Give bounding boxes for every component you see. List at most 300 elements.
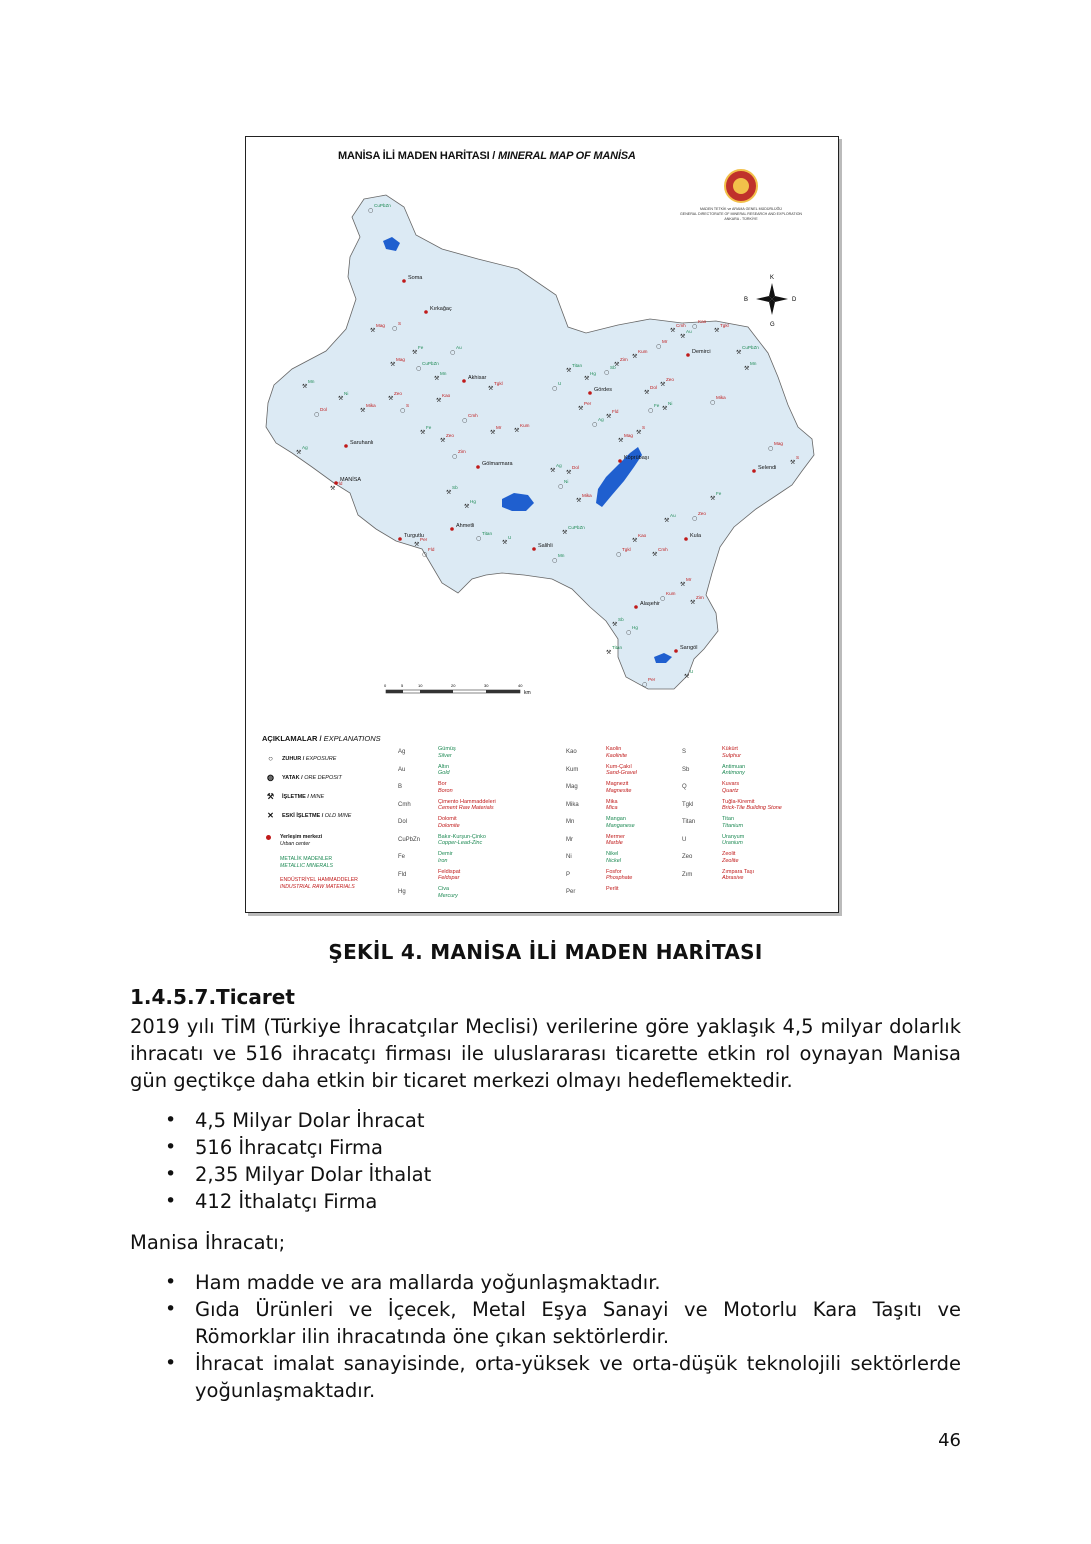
mineral-code-label: Au — [686, 329, 692, 334]
occurrence-icon: ○ — [592, 421, 598, 428]
place-label: Saruhanlı — [350, 440, 374, 446]
urban-center-dot — [674, 649, 678, 653]
mine-icon: ⚒ — [710, 495, 716, 502]
page-number: 46 — [938, 1430, 961, 1451]
mine-icon: ⚒ — [606, 649, 612, 656]
mine-icon: ⚒ — [440, 437, 446, 444]
svg-text:B: B — [744, 297, 749, 303]
legend-name-tr: Çimento Hammaddeleri — [438, 798, 496, 805]
legend-symbol-en: ORE DEPOSIT — [304, 775, 342, 781]
mineral-code-label: Au — [670, 513, 676, 518]
legend-symbol-row — [267, 811, 352, 820]
mine-icon: ⚒ — [338, 395, 344, 402]
mineral-code-label: Mn — [308, 379, 315, 384]
mine-icon: ⚒ — [684, 673, 690, 680]
mine-icon: ⚒ — [714, 327, 720, 334]
legend-code: Fe — [398, 854, 406, 860]
legend-name-en: Quartz — [722, 787, 739, 794]
mine-icon: ⚒ — [446, 489, 452, 496]
legend-code: Dol — [398, 819, 408, 825]
legend-code: U — [682, 836, 687, 843]
legend-name-en: Dolomite — [438, 822, 460, 829]
legend-symbol-row — [267, 773, 342, 782]
mineral-code-label: S — [642, 425, 646, 430]
place-label: Gördes — [594, 387, 613, 393]
mine-icon: ⚒ — [744, 365, 750, 372]
place-label: Selendi — [758, 465, 777, 471]
legend-name-en: Phosphate — [606, 875, 633, 881]
mineral-code-label: Fe — [716, 491, 722, 496]
legend-name-en: Brick-Tile Building Stone — [722, 805, 782, 811]
mineral-code-label: Fe — [418, 345, 424, 350]
mine-icon: ⚒ — [614, 361, 620, 368]
mineral-code-label: Hg — [590, 371, 596, 376]
place-label: Sarıgöl — [680, 645, 698, 651]
urban-center-dot — [424, 310, 428, 314]
mine-icon: ⚒ — [618, 437, 624, 444]
mine-icon: ⚒ — [690, 599, 696, 606]
svg-text:K: K — [770, 275, 775, 281]
mineral-code-label: Titan — [572, 363, 583, 368]
legend-code: Sb — [682, 766, 690, 773]
mineral-code-label: U — [508, 535, 512, 540]
legend-name-tr: Zımpara Taşı — [722, 868, 754, 875]
legend-name-tr: Zeolit — [722, 851, 736, 857]
mine-icon: ⚒ — [266, 792, 275, 801]
mineral-code-label: CuPbZn — [568, 525, 585, 530]
legend-name-en: Feldspar — [438, 875, 460, 881]
legend-name-en: Mica — [606, 805, 618, 811]
mineral-code-label: Fld — [428, 547, 435, 552]
urban-dot-icon — [266, 835, 271, 840]
occurrence-icon: ○ — [552, 557, 558, 564]
mine-icon: ⚒ — [584, 375, 590, 382]
legend-name-tr: Titan — [722, 816, 735, 822]
mineral-code-label: Kum — [666, 591, 676, 596]
legend-name-tr: Nikel — [606, 851, 619, 857]
list-item: • Ham madde ve ara mallarda yoğunlaşmaktadır. — [165, 1269, 961, 1296]
place-label: Ahmetli — [456, 523, 475, 529]
mineral-code-label: Per — [584, 401, 592, 406]
industrial-category-legend: ENDÜSTRİYEL HAMMADDELER INDUSTRIAL RAW MATERIALS — [280, 877, 358, 890]
occurrence-icon: ○ — [368, 207, 374, 214]
mineral-code-label: Dol — [320, 407, 327, 412]
legend-code: Tgkl — [682, 801, 694, 808]
legend-symbol-en: MINE — [310, 794, 325, 800]
legend-name-tr: Uranyum — [722, 833, 745, 840]
place-label: Soma — [408, 275, 423, 281]
mineral-code-label: Per — [420, 537, 428, 542]
legend-name-tr: Demir — [438, 851, 453, 857]
mineral-code-label: CuPbZn — [374, 203, 391, 208]
scale-tick-label: 30 — [484, 683, 489, 688]
occurrence-icon: ○ — [692, 323, 698, 330]
section-heading: 1.4.5.7.Ticaret — [130, 985, 295, 1009]
legend-name-tr: Mangan — [606, 816, 626, 822]
mine-icon: ⚒ — [670, 327, 676, 334]
mineral-code-label: S — [796, 455, 800, 460]
legend-code: Q — [682, 784, 687, 790]
mine-icon: ⚒ — [514, 427, 520, 434]
legend-symbol-tr: YATAK / — [282, 775, 305, 781]
mineral-code-label: S — [406, 403, 410, 408]
mineral-code-label: Dol — [572, 465, 579, 470]
mine-icon: ⚒ — [652, 551, 658, 558]
legend-code: Titan — [682, 819, 696, 825]
mine-icon: ⚒ — [502, 539, 508, 546]
legend-symbol-row — [266, 792, 325, 801]
mine-icon: ⚒ — [414, 541, 420, 548]
mineral-code-label: Kao — [638, 533, 647, 538]
occurrence-icon: ○ — [416, 365, 422, 372]
mineral-code-label: Mn — [750, 361, 757, 366]
mine-icon: ⚒ — [680, 333, 686, 340]
legend-name-tr: Bakır-Kurşun-Çinko — [438, 833, 486, 840]
list-item: • Gıda Ürünleri ve İçecek, Metal Eşya Sanayi ve Motorlu Kara Taşıtı ve Römorklar ilin ihracatında öne çıkan sektörlerdir. — [165, 1296, 961, 1350]
mineral-code-label: S — [398, 321, 402, 326]
urban-center-dot — [402, 279, 406, 283]
legend-name-en: Iron — [438, 857, 448, 864]
list-item: • 4,5 Milyar Dolar İhracat — [165, 1107, 961, 1134]
occurrence-icon: ○ — [648, 407, 654, 414]
legend-name-en: Mercury — [438, 892, 458, 899]
mineral-code-label: CuPbZn — [422, 361, 439, 366]
occurrence-icon: ○ — [268, 754, 273, 763]
mineral-code-label: Kum — [638, 349, 648, 354]
place-label: MANİSA — [340, 477, 362, 483]
mine-icon: ⚒ — [296, 449, 302, 456]
mineral-code-label: Mr — [686, 577, 692, 582]
urban-center-dot — [686, 353, 690, 357]
scale-tick-label: 5 — [401, 683, 404, 688]
mineral-code-label: Tgkl — [720, 323, 729, 328]
stats-list — [165, 1107, 961, 1215]
place-label: Demirci — [692, 349, 711, 355]
mine-icon: ⚒ — [360, 407, 366, 414]
legend-name-en: Abrasive — [722, 875, 744, 881]
occurrence-icon: ○ — [558, 483, 564, 490]
urban-center-dot — [344, 444, 348, 448]
legend-code: Cmh — [398, 801, 411, 808]
mineral-code-label: CuPbZn — [742, 345, 759, 350]
legend-code: Mr — [566, 836, 573, 843]
place-label: Köprübaşı — [624, 455, 650, 461]
institution-line: GENERAL DIRECTORATE OF MINERAL RESEARCH AND EXPLORATION — [680, 212, 802, 216]
mineral-code-label: Fe — [426, 425, 432, 430]
occurrence-icon: ○ — [692, 515, 698, 522]
legend-name-tr: Bor — [438, 781, 447, 787]
mine-icon: ⚒ — [736, 349, 742, 356]
legend-name-tr: Civa — [438, 886, 450, 892]
mine-icon: ⚒ — [436, 397, 442, 404]
mine-icon: ⚒ — [636, 429, 642, 436]
legend-symbol-tr: ZUHUR / — [282, 756, 306, 762]
legend-name-en: Nickel — [606, 857, 621, 864]
mineral-code-label: Cmh — [658, 547, 668, 552]
mineral-code-label: Kum — [520, 423, 530, 428]
intro-paragraph: 2019 yılı TİM (Türkiye İhracatçılar Meclisi) verilerine göre yaklaşık 4,5 milyar dolarlık ihracatı ve 516 ihracatçı firması ile uluslararası ticarette etkin rol oynayan Manisa gün geçtikçe daha etkin bir ticaret merkezi olmayı hedeflemektedir. — [130, 1015, 961, 1092]
legend-name-en: Gold — [438, 770, 450, 776]
legend-name-tr: Kükürt — [722, 746, 738, 752]
svg-text:G: G — [770, 322, 775, 328]
legend-code: CuPbZn — [398, 836, 421, 843]
mine-icon: ⚒ — [664, 517, 670, 524]
figure-caption: ŞEKİL 4. MANİSA İLİ MADEN HARİTASI — [328, 940, 763, 964]
place-label: Alaşehir — [640, 601, 660, 607]
mineral-code-label: Sb — [610, 365, 616, 370]
mineral-code-label: Zim — [458, 449, 466, 454]
legend-symbol-en: OLD MINE — [324, 813, 352, 819]
urban-center-dot — [752, 469, 756, 473]
mine-icon: ⚒ — [578, 405, 584, 412]
mine-icon: ⚒ — [390, 361, 396, 368]
legend-title-en: EXPLANATIONS — [323, 734, 381, 743]
mineral-code-label: Mag — [624, 433, 633, 438]
legend-name-en: Manganese — [606, 822, 635, 829]
mineral-code-label: Mika — [582, 493, 592, 498]
occurrence-icon: ○ — [660, 595, 666, 602]
mine-icon: ⚒ — [566, 469, 572, 476]
mineral-code-label: Zeo — [698, 511, 706, 516]
mineral-code-label: Mn — [558, 553, 565, 558]
mine-icon: ⚒ — [632, 353, 638, 360]
mineral-code-label: Dol — [650, 385, 657, 390]
mineral-code-label: Ni — [564, 479, 569, 484]
place-label: Kula — [690, 533, 702, 539]
legend-symbol-tr: İŞLETME / — [282, 794, 311, 800]
metallic-category-legend: METALİK MADENLER METALLIC MINERALS — [280, 856, 333, 869]
mine-icon: ⚒ — [612, 621, 618, 628]
occurrence-icon: ○ — [768, 445, 774, 452]
occurrence-icon: ○ — [604, 369, 610, 376]
mine-icon: ⚒ — [330, 485, 336, 492]
mineral-code-label: Tgkl — [494, 381, 503, 386]
mine-icon: ⚒ — [550, 467, 556, 474]
legend-name-en: Silver — [438, 752, 452, 759]
legend-code: S — [682, 749, 687, 755]
place-label: Gölmarmara — [482, 461, 513, 467]
mineral-code-label: Mn — [440, 371, 447, 376]
mine-icon: ⚒ — [488, 385, 494, 392]
mineral-code-label: Ag — [302, 445, 308, 450]
mineral-code-label: Per — [648, 677, 656, 682]
legend-code: Zeo — [682, 854, 693, 860]
mine-icon: ⚒ — [662, 405, 668, 412]
legend-name-en: Titanium — [722, 822, 744, 829]
legend-name-en: Uranium — [722, 840, 743, 846]
mineral-code-label: Cmh — [468, 413, 478, 418]
legend-code: Mn — [566, 819, 575, 825]
scale-bar — [384, 683, 531, 696]
province-outline — [266, 195, 814, 689]
province-map — [246, 137, 840, 737]
legend-name-en: Kaolinite — [606, 752, 628, 759]
legend-name-en: Magnesite — [606, 787, 632, 794]
legend-symbol-en: EXPOSURE — [305, 756, 337, 762]
place-label: Turgutlu — [404, 533, 424, 539]
mineral-code-label: Fld — [612, 409, 619, 414]
legend-code: Per — [566, 889, 576, 895]
mineral-code-label: Ni — [668, 401, 673, 406]
place-label: Salihli — [538, 543, 553, 549]
mine-icon: ⚒ — [632, 537, 638, 544]
mineral-code-label: Mag — [774, 441, 783, 446]
occurrence-icon: ○ — [450, 349, 456, 356]
legend-code: Au — [398, 766, 406, 773]
mineral-code-label: Fld — [336, 481, 343, 486]
legend-name-en: Copper-Lead-Zinc — [438, 840, 483, 846]
legend-code: Fld — [398, 871, 407, 878]
mineral-code-label: Zeo — [394, 391, 402, 396]
old-mine-icon: ✕ — [267, 811, 274, 820]
urban-center-dot — [684, 537, 688, 541]
legend-code: Hg — [398, 889, 406, 895]
place-label: Akhisar — [468, 375, 487, 381]
mineral-code-label: Ni — [344, 391, 349, 396]
mineral-code-label: Cmh — [676, 323, 686, 328]
mineral-code-label: Zeo — [666, 377, 674, 382]
legend-code: Ag — [398, 749, 406, 755]
legend-code: Kum — [566, 766, 579, 773]
urban-center-dot — [634, 605, 638, 609]
occurrence-icon: ○ — [462, 417, 468, 424]
occurrence-icon: ○ — [616, 551, 622, 558]
occurrence-icon: ○ — [710, 399, 716, 406]
mineral-code-label: Hg — [470, 499, 476, 504]
mine-icon: ⚒ — [388, 395, 394, 402]
mineral-code-label: Kao — [698, 319, 707, 324]
mineral-code-label: Kao — [442, 393, 451, 398]
occurrence-icon: ○ — [656, 343, 662, 350]
legend-title-tr: AÇIKLAMALAR / — [262, 734, 322, 743]
occurrence-icon: ○ — [452, 453, 458, 460]
legend-code: P — [566, 871, 571, 878]
urban-center-dot — [462, 379, 466, 383]
legend-code: B — [398, 784, 403, 790]
legend-name-tr: Tuğla-Kiremit — [722, 798, 755, 805]
legend-name-en: Cement Raw Materials — [438, 805, 494, 811]
mineral-code-label: Sb — [618, 617, 624, 622]
urban-center-dot — [588, 391, 592, 395]
mineral-code-label: Fe — [654, 403, 660, 408]
mine-icon: ⚒ — [420, 429, 426, 436]
mine-icon: ⚒ — [576, 497, 582, 504]
legend-code: Ni — [566, 854, 572, 860]
mine-icon: ⚒ — [412, 349, 418, 356]
institution-line: MADEN TETKİK ve ARAMA GENEL MÜDÜRLÜĞÜ — [699, 207, 783, 211]
urban-center-dot — [532, 547, 536, 551]
scale-unit: km — [524, 690, 531, 696]
legend-name-tr: Fosfor — [606, 868, 622, 875]
legend-name-tr: Feldispat — [438, 868, 461, 875]
legend-name-tr: Mermer — [606, 833, 625, 840]
place-label: Kırkağaç — [430, 306, 452, 312]
scale-tick-label: 0 — [384, 683, 387, 688]
mineral-code-label: Mika — [366, 403, 376, 408]
mineral-code-label: Zim — [696, 595, 704, 600]
mineral-code-label: Mag — [376, 323, 385, 328]
institution-line: ANKARA - TÜRKİYE — [724, 217, 758, 221]
occurrence-icon: ○ — [552, 385, 558, 392]
svg-text:D: D — [792, 297, 797, 303]
occurrence-icon: ○ — [476, 535, 482, 542]
mineral-code-label: U — [558, 381, 562, 386]
occurrence-icon: ○ — [642, 681, 648, 688]
mineral-map-figure — [245, 136, 839, 913]
mine-icon: ⚒ — [562, 529, 568, 536]
mine-icon: ⚒ — [660, 381, 666, 388]
mineral-code-label: Mr — [662, 339, 668, 344]
mine-icon: ⚒ — [370, 327, 376, 334]
occurrence-icon: ○ — [314, 411, 320, 418]
mineral-code-label: Mika — [716, 395, 726, 400]
list-item: • 2,35 Milyar Dolar İthalat — [165, 1161, 961, 1188]
mineral-code-label: Mr — [496, 425, 502, 430]
legend-name-tr: Kuvars — [722, 781, 740, 787]
institution-block — [666, 169, 816, 222]
mineral-code-label: Ag — [556, 463, 562, 468]
legend-symbol-row — [268, 754, 337, 763]
export-points-list — [165, 1269, 961, 1404]
map-title-en: MINERAL MAP OF MANİSA — [498, 150, 636, 162]
legend-name-tr: Gümüş — [438, 746, 456, 752]
occurrence-icon: ○ — [422, 551, 428, 558]
legend-name-tr: Kum-Çakıl — [606, 763, 632, 770]
mine-icon: ⚒ — [566, 367, 572, 374]
legend-name-tr: Altın — [438, 763, 450, 770]
mineral-code-label: Titan — [482, 531, 493, 536]
urban-center-legend: Yerleşim merkezi Urban center — [280, 834, 322, 847]
export-label: Manisa İhracatı; — [130, 1231, 286, 1254]
mineral-code-label: Ag — [598, 417, 604, 422]
mine-icon: ⚒ — [644, 389, 650, 396]
scale-tick-label: 10 — [418, 683, 423, 688]
urban-center-dot — [450, 527, 454, 531]
mine-icon: ⚒ — [302, 383, 308, 390]
map-legend — [262, 734, 827, 904]
mineral-code-label: Zim — [620, 357, 628, 362]
deposit-icon: ◍ — [267, 773, 274, 782]
mineral-code-label: Mag — [396, 357, 405, 362]
occurrence-icon: ○ — [400, 407, 406, 414]
scale-tick-label: 20 — [451, 683, 456, 688]
map-title-tr: MANİSA İLİ MADEN HARİTASI / — [338, 150, 496, 162]
legend-name-tr: Perlit — [606, 886, 619, 892]
mineral-code-label: Sb — [452, 485, 458, 490]
mineral-code-label: Au — [456, 345, 462, 350]
legend-name-tr: Mika — [606, 798, 618, 805]
mine-icon: ⚒ — [464, 503, 470, 510]
mineral-code-label: Titan — [612, 645, 623, 650]
legend-code: Mika — [566, 801, 579, 808]
list-item: • İhracat imalat sanayisinde, orta-yüksek ve orta-düşük teknolojili sektörlerde yoğunlaşmaktadır. — [165, 1350, 961, 1404]
mineral-code-label: Hg — [632, 625, 638, 630]
legend-name-en: Sand-Gravel — [606, 770, 637, 776]
compass-rose — [744, 275, 797, 328]
legend-name-tr: Kaolin — [606, 746, 622, 752]
mine-icon: ⚒ — [680, 581, 686, 588]
occurrence-icon: ○ — [392, 325, 398, 332]
legend-name-tr: Dolomit — [438, 816, 457, 822]
list-item: • 516 İhracatçı Firma — [165, 1134, 961, 1161]
legend-name-tr: Magnezit — [606, 781, 629, 787]
legend-name-en: Boron — [438, 787, 453, 794]
mineral-code-label: U — [690, 669, 694, 674]
legend-code: Zım — [682, 871, 693, 878]
legend-code: Mag — [566, 784, 578, 790]
occurrence-icon: ○ — [626, 629, 632, 636]
legend-name-en: Zeolite — [722, 857, 739, 864]
